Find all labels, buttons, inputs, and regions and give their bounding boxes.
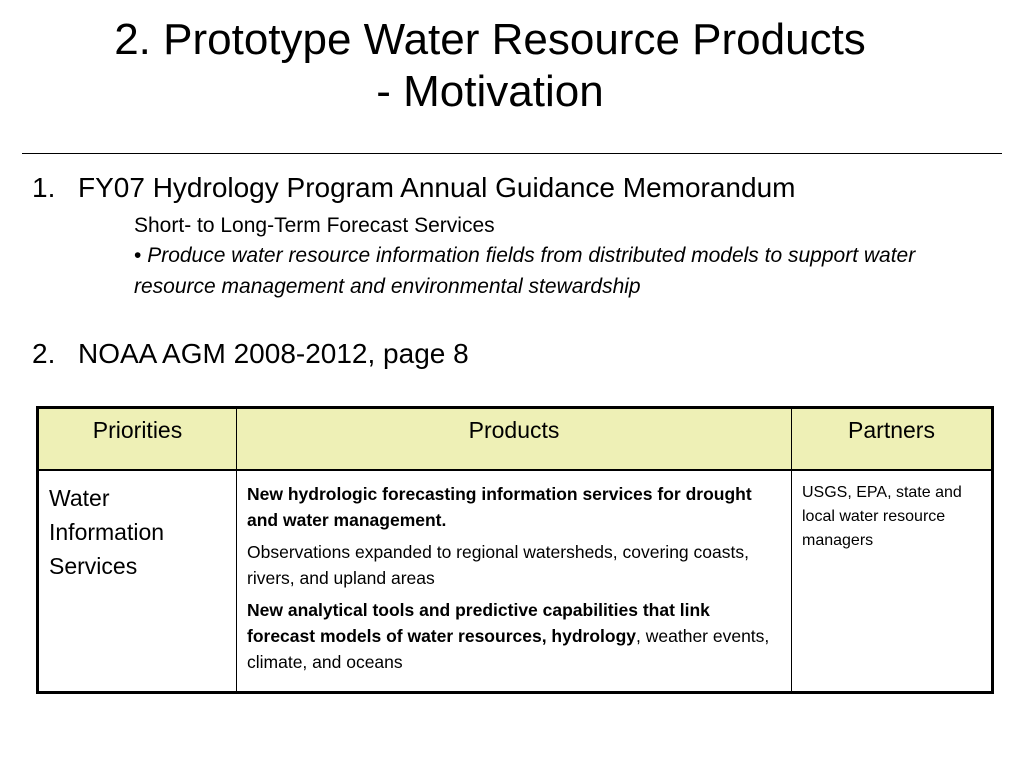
item-1-bullet — [134, 240, 954, 302]
item-1-number: 1. — [32, 172, 56, 203]
header-products: Products — [237, 409, 792, 470]
slide-title-line-1: 2. Prototype Water Resource Products — [114, 15, 866, 64]
item-1-subtitle: Short- to Long-Term Forecast Services — [134, 214, 495, 237]
header-priorities: Priorities — [39, 409, 237, 470]
product-paragraph-1: New hydrologic forecasting information services for drought and water management. — [247, 483, 752, 530]
item-2-heading-text: NOAA AGM 2008-2012, page 8 — [78, 338, 469, 369]
title-divider — [22, 153, 1002, 154]
header-partners: Partners — [792, 409, 992, 470]
cell-priority — [39, 470, 237, 692]
item-1-heading-text: FY07 Hydrology Program Annual Guidance Memorandum — [78, 172, 796, 203]
slide-title-line-2: - Motivation — [376, 67, 604, 116]
cell-products — [237, 470, 792, 692]
product-paragraph-2: Observations expanded to regional watersheds, covering coasts, rivers, and upland areas — [247, 541, 749, 588]
item-1-bullet-text: Produce water resource information fields from distributed models to support water resource management and environmental stewardship — [134, 244, 916, 298]
partners-text: USGS, EPA, state and local water resource managers — [802, 483, 962, 549]
product-paragraph-3-bold: New analytical tools and predictive capabilities that link forecast models of water resources, hydrology — [247, 599, 710, 646]
slide-title — [0, 14, 980, 118]
item-2-number: 2. — [32, 338, 56, 369]
item-2-heading — [32, 337, 469, 371]
cell-partners — [792, 470, 992, 692]
item-1-heading — [32, 171, 795, 205]
priorities-table — [38, 408, 992, 692]
product-paragraph-3 — [247, 597, 781, 675]
product-paragraph-3-rest: , weather events, climate, and oceans — [247, 625, 770, 672]
priority-text: Water Information Services — [49, 484, 165, 579]
table-row — [39, 470, 992, 692]
priorities-table-container — [36, 406, 994, 694]
table-header-row — [39, 409, 992, 470]
bullet-mark: • — [134, 244, 142, 267]
